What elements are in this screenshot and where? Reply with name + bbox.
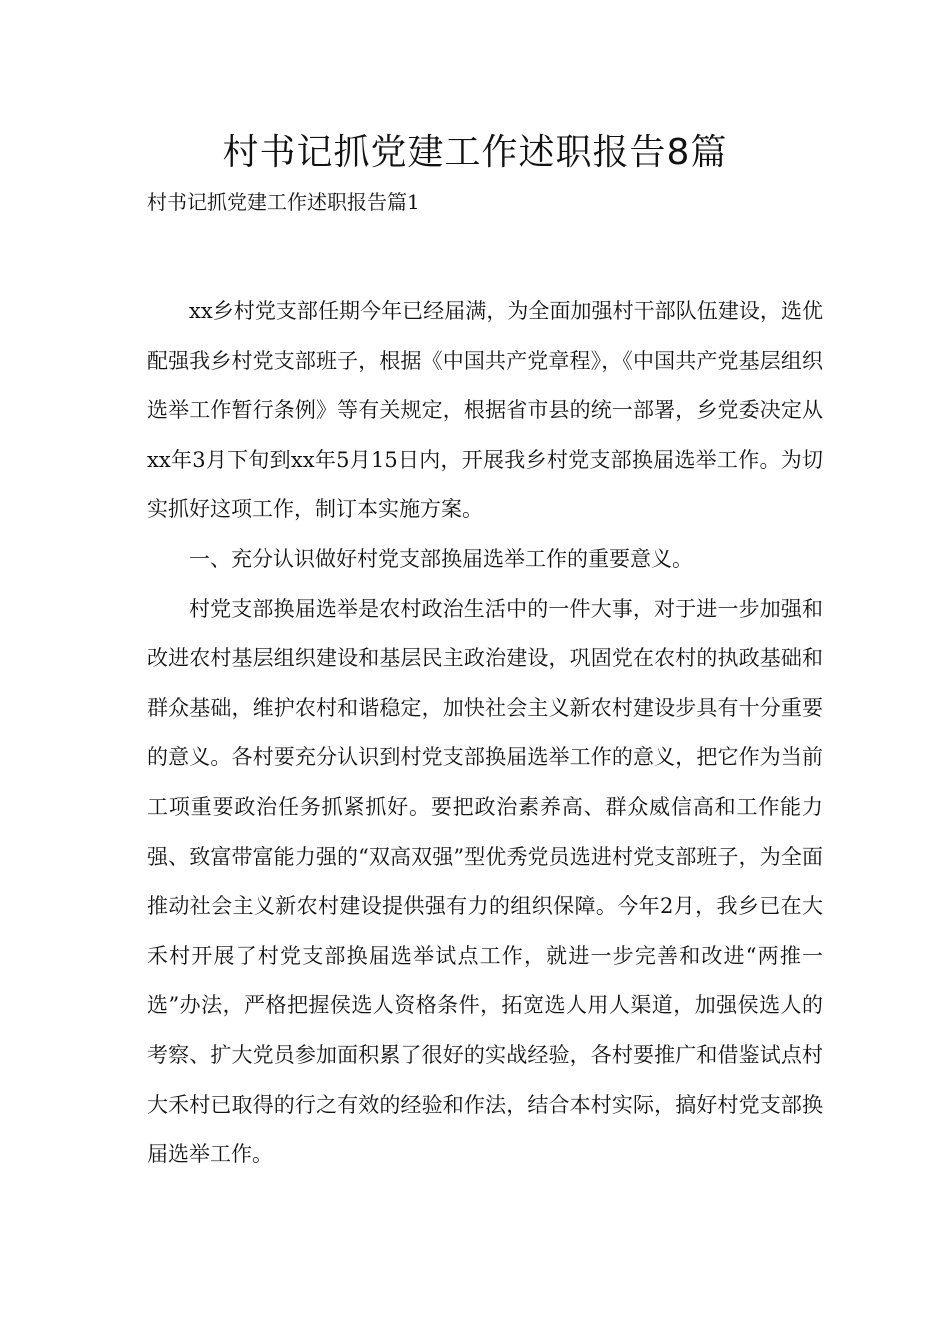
paragraph-section-heading: 一、充分认识做好村党支部换届选举工作的重要意义。: [189, 546, 693, 571]
document-body: [147, 287, 823, 1180]
document-subtitle: 村书记抓党建工作述职报告篇1: [147, 190, 420, 214]
document-title: 村书记抓党建工作述职报告8篇: [222, 132, 728, 173]
paragraph-significance: 村党支部换届选举是农村政治生活中的一件大事，对于进一步加强和改进农村基层组织建设和基层民主政治建设，巩固党在农村的执政基础和群众基础，维护农村和谐稳定，加快社会主义新农村建设步具有十分重要的意义。各村要充分认识到村党支部换届选举工作的意义，把它作为当前工项重要政治任务抓紧抓好。要把政治素养高、群众威信高和工作能力强、致富带富能力强的“双高双强”型优秀党员选进村党支部班子，为全面推动社会主义新农村建设提供强有力的组织保障。今年2月，我乡已在大禾村开展了村党支部换届选举试点工作，就进一步完善和改进“两推一选”办法，严格把握侯选人资格条件，拓宽选人用人渠道，加强侯选人的考察、扩大党员参加面积累了很好的实战经验，各村要推广和借鉴试点村大禾村已取得的行之有效的经验和作法，结合本村实际，搞好村党支部换届选举工作。: [147, 596, 823, 1167]
paragraph-intro: xx乡村党支部任期今年已经届满，为全面加强村干部队伍建设，选优配强我乡村党支部班子，根据《中国共产党章程》，《中国共产党基层组织选举工作暂行条例》等有关规定，根据省市县的统一部署，乡党委决定从xx年3月下旬到xx年5月15日内，开展我乡村党支部换届选举工作。为切实抓好这项工作，制订本实施方案。: [147, 299, 823, 522]
